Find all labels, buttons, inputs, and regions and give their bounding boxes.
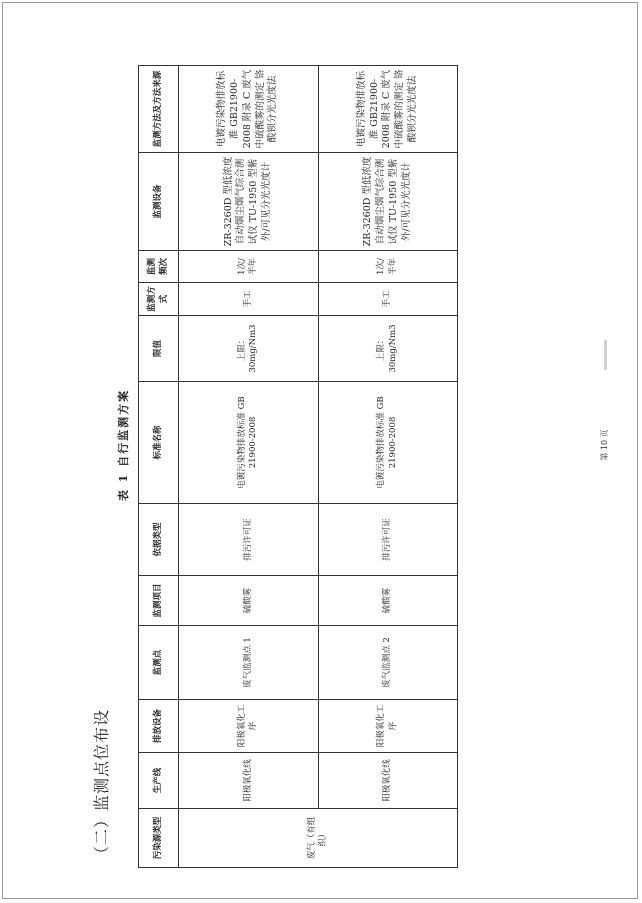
header-method-source: 监测方法及方法来源 [139, 66, 179, 153]
cell-line: 阳极氧化线 [179, 753, 319, 809]
section-title: （二）监测点位布设 [92, 708, 111, 862]
cell-device: ZR-3260D 型低浓度自动烟尘烟气综合测试仪 TU-1950 型紫外/可见分光光度计 [318, 153, 458, 251]
monitoring-plan-table [138, 65, 458, 868]
cell-equipment: 阳极氧化工序 [179, 700, 319, 753]
cell-item: 硫酸雾 [179, 576, 319, 626]
cell-method: 电镀污染物排放标准 GB21900-2008 附录 C 废气中硫酸雾的测定 铬酸钡分光光度法 [318, 66, 458, 153]
cell-frequency: 1次/半年 [318, 251, 458, 283]
cell-line: 阳极氧化线 [318, 753, 458, 809]
cell-method: 电镀污染物排放标准 GB21900-2008 附录 C 废气中硫酸雾的测定 铬酸钡分光光度法 [179, 66, 319, 153]
page-number: 第 10 页 [600, 429, 609, 461]
table-caption: 表 1 自行监测方案 [117, 388, 130, 502]
header-basis-type: 依据类型 [139, 504, 179, 576]
cell-item: 硫酸雾 [318, 576, 458, 626]
cell-point: 废气监测点 1 [179, 626, 319, 700]
cell-point: 废气监测点 2 [318, 626, 458, 700]
cell-basis: 排污许可证 [179, 504, 319, 576]
header-monitoring-item: 监测项目 [139, 576, 179, 626]
cell-basis: 排污许可证 [318, 504, 458, 576]
cell-equipment: 阳极氧化工序 [318, 700, 458, 753]
header-monitoring-mode: 监测方式 [139, 283, 179, 316]
header-production-line: 生产线 [139, 753, 179, 809]
cell-device: ZR-3260D 型低浓度自动烟尘烟气综合测试仪 TU-1950 型紫外/可见分光光度计 [179, 153, 319, 251]
header-limit: 限值 [139, 316, 179, 382]
header-emission-equipment: 排放设备 [139, 700, 179, 753]
table-header-row [139, 66, 179, 868]
cell-frequency: 1次/半年 [179, 251, 319, 283]
cell-mode: 手工 [318, 283, 458, 316]
header-pollution-type: 污染源类型 [139, 809, 179, 868]
header-monitoring-device: 监测设备 [139, 153, 179, 251]
cell-standard: 电镀污染物排放标准 GB 21900-2008 [179, 382, 319, 504]
cell-limit: 上限：30mg/Nm3 [179, 316, 319, 382]
header-standard-name: 标准名称 [139, 382, 179, 504]
cell-standard: 电镀污染物排放标准 GB 21900-2008 [318, 382, 458, 504]
cell-mode: 手工 [179, 283, 319, 316]
header-monitoring-point: 监测点 [139, 626, 179, 700]
table-row [318, 66, 458, 868]
rotated-page-content [33, 22, 617, 868]
header-frequency: 监测频次 [139, 251, 179, 283]
cell-limit: 上限：30mg/Nm3 [318, 316, 458, 382]
cell-pollution-type: 废气（有组织） [179, 809, 458, 868]
table-row [179, 66, 319, 868]
